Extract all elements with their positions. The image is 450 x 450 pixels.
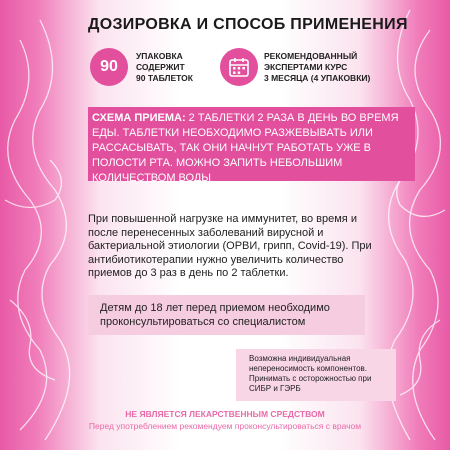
usage-paragraph: При повышенной нагрузке на иммунитет, во время и после перенесенных заболеваний вирусной и бактериальной этиологии (ОРВИ, грипп, Covid-19). При антибиотикотерапии нужно увеличить количество приемов до 3 раз в день по 2 таблетки.	[88, 213, 372, 279]
package-info: УПАКОВКА СОДЕРЖИТ 90 ТАБЛЕТОК	[136, 51, 193, 83]
scheme-label: СХЕМА ПРИЕМА:	[92, 112, 186, 124]
warning-note: Возможна индивидуальная непереносимость компонентов. Принимать с осторожностью при СИБР и ГЭРБ	[236, 349, 396, 401]
tablet-count-badge: 90	[90, 48, 128, 86]
calendar-icon	[220, 48, 258, 86]
scheme-text: 2 ТАБЛЕТКИ 2 РАЗА В ДЕНЬ ВО ВРЕМЯ ЕДЫ. ТАБЛЕТКИ НЕОБХОДИМО РАЗЖЕВЫВАТЬ ИЛИ РАССАСЫВАТЬ, ТАК ОНИ НАЧНУТ РАБОТАТЬ УЖЕ В ПОЛОСТИ РТА. МОЖНО ЗАПИТЬ НЕБОЛЬШИМ КОЛИЧЕСТВОМ ВОДЫ	[92, 112, 399, 184]
page-title: ДОЗИРОВКА И СПОСОБ ПРИМЕНЕНИЯ	[88, 16, 408, 33]
not-medicine-disclaimer: НЕ ЯВЛЯЕТСЯ ЛЕКАРСТВЕННЫМ СРЕДСТВОМ	[125, 409, 325, 419]
consult-disclaimer: Перед употреблением рекомендуем проконсультироваться с врачом	[88, 421, 362, 431]
kids-notice: Детям до 18 лет перед приемом необходимо проконсультироваться со специалистом	[88, 295, 365, 335]
dosage-scheme-box	[88, 107, 415, 184]
course-info: РЕКОМЕНДОВАННЫЙ ЭКСПЕРТАМИ КУРС 3 МЕСЯЦА (4 УПАКОВКИ)	[264, 51, 371, 83]
